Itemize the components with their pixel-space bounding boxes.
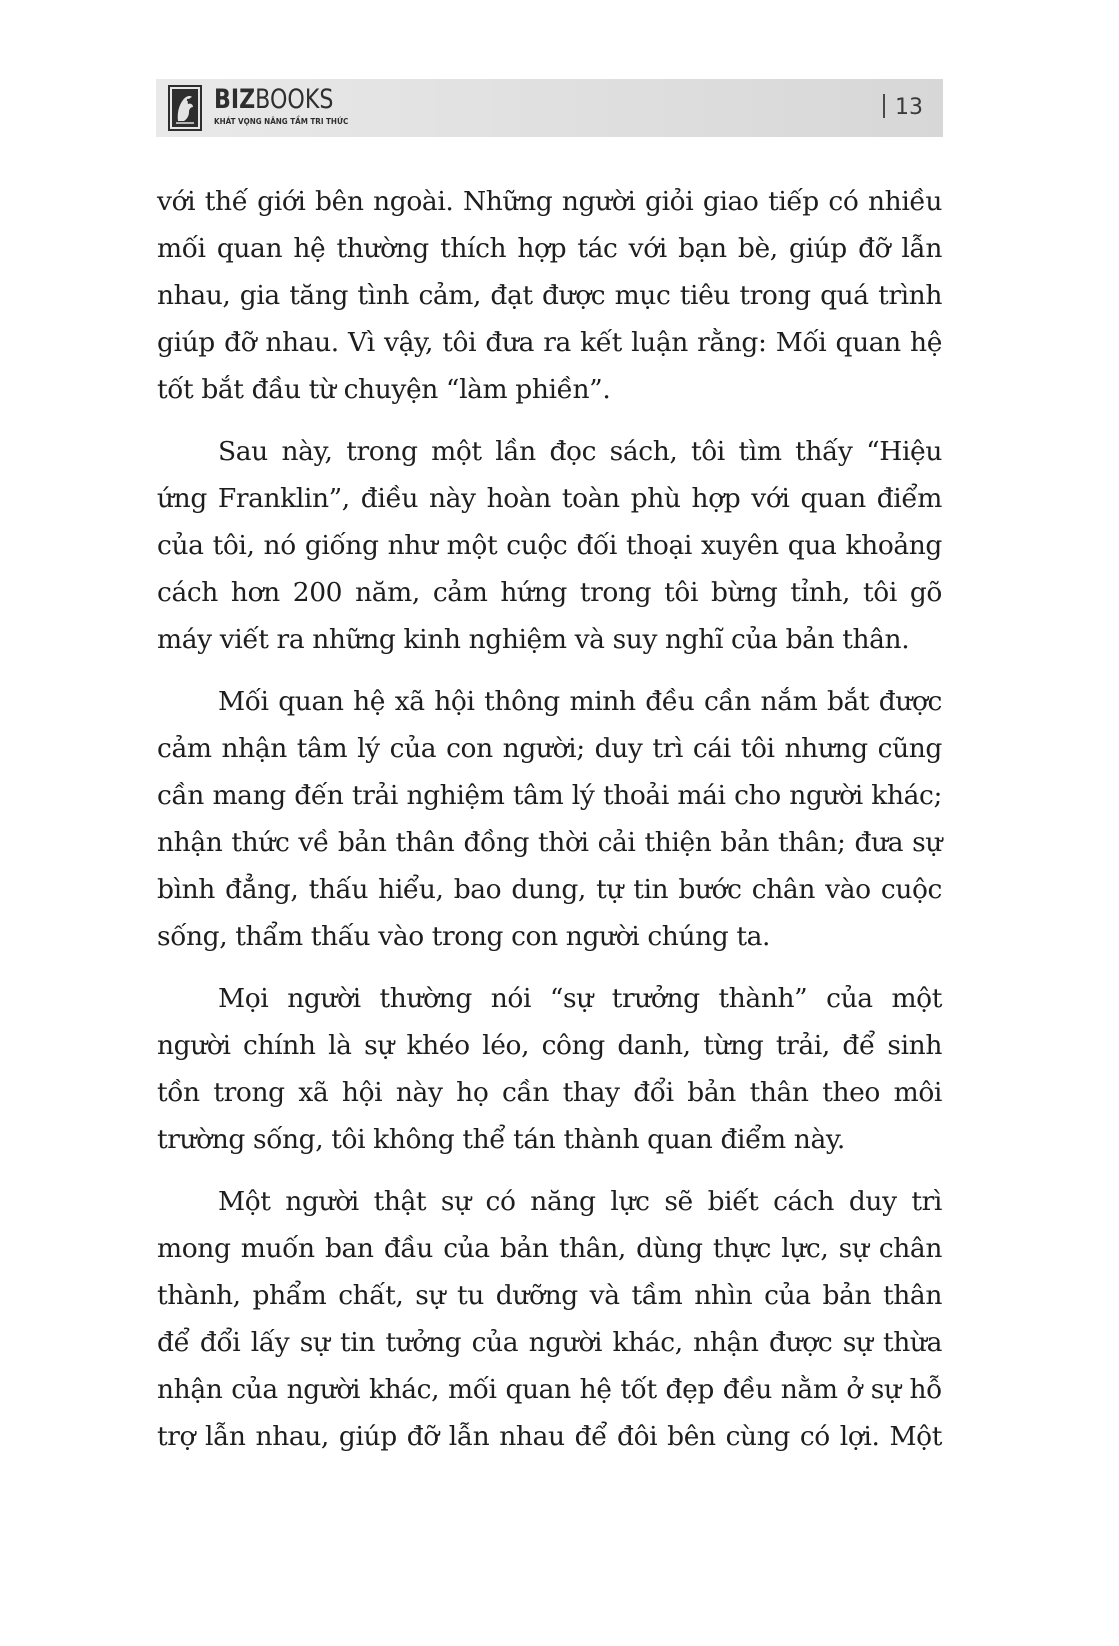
text-line: mong muốn ban đầu của bản thân, dùng thực lực, sự chân [157, 1233, 942, 1264]
text-line: giúp đỡ nhau. Vì vậy, tôi đưa ra kết luận rằng: Mối quan hệ [157, 327, 942, 358]
text-line: Sau này, trong một lần đọc sách, tôi tìm thấy “Hiệu [218, 436, 942, 467]
text-line: Một người thật sự có năng lực sẽ biết cách duy trì [218, 1186, 942, 1217]
paragraph-3 [157, 678, 942, 960]
page-header [156, 79, 943, 137]
logo-wordmark [214, 85, 333, 115]
logo-wordmark-bold: BIZ [214, 84, 256, 115]
text-line: cảm nhận tâm lý của con người; duy trì cái tôi nhưng cũng [157, 733, 942, 764]
text-line: trợ lẫn nhau, giúp đỡ lẫn nhau để đôi bên cùng có lợi. Một [157, 1421, 942, 1452]
text-line: với thế giới bên ngoài. Những người giỏi giao tiếp có nhiều [157, 186, 942, 217]
text-line: cần mang đến trải nghiệm tâm lý thoải mái cho người khác; [157, 780, 942, 811]
body-text [157, 178, 942, 1460]
paragraph-1 [157, 178, 942, 413]
text-line: của tôi, nó giống như một cuộc đối thoại xuyên qua khoảng [157, 530, 942, 561]
page-number-separator [883, 94, 885, 118]
page-number [883, 94, 923, 122]
text-line: nhận của người khác, mối quan hệ tốt đẹp đều nằm ở sự hỗ [157, 1374, 942, 1405]
paragraph-4 [157, 975, 942, 1163]
paragraph-2 [157, 428, 942, 663]
logo-wordmark-regular: BOOKS [255, 84, 334, 115]
text-line: cách hơn 200 năm, cảm hứng trong tôi bừng tỉnh, tôi gõ [157, 577, 942, 608]
page-number-value: 13 [895, 95, 923, 120]
text-line: trường sống, tôi không thể tán thành quan điểm này. [157, 1124, 845, 1155]
text-line: nhau, gia tăng tình cảm, đạt được mục tiêu trong quá trình [157, 280, 942, 311]
text-line: để đổi lấy sự tin tưởng của người khác, nhận được sự thừa [157, 1327, 942, 1358]
text-line: mối quan hệ thường thích hợp tác với bạn bè, giúp đỡ lẫn [157, 233, 942, 264]
bizbooks-logo-icon [168, 85, 202, 131]
text-line: tốt bắt đầu từ chuyện “làm phiền”. [157, 374, 611, 405]
text-line: Mọi người thường nói “sự trưởng thành” của một [218, 983, 942, 1014]
text-line: bình đẳng, thấu hiểu, bao dung, tự tin bước chân vào cuộc [157, 874, 942, 905]
text-line: thành, phẩm chất, sự tu dưỡng và tầm nhìn của bản thân [157, 1280, 942, 1311]
paragraph-5 [157, 1178, 942, 1460]
text-line: tồn trong xã hội này họ cần thay đổi bản thân theo môi [157, 1077, 942, 1108]
text-line: sống, thẩm thấu vào trong con người chúng ta. [157, 921, 771, 952]
text-line: máy viết ra những kinh nghiệm và suy nghĩ của bản thân. [157, 624, 910, 655]
logo-tagline: KHÁT VỌNG NÂNG TẦM TRI THỨC [214, 117, 349, 126]
text-line: người chính là sự khéo léo, công danh, từng trải, để sinh [157, 1030, 942, 1061]
text-line: nhận thức về bản thân đồng thời cải thiện bản thân; đưa sự [157, 827, 942, 858]
text-line: ứng Franklin”, điều này hoàn toàn phù hợp với quan điểm [157, 483, 942, 514]
text-line: Mối quan hệ xã hội thông minh đều cần nắm bắt được [218, 686, 942, 717]
